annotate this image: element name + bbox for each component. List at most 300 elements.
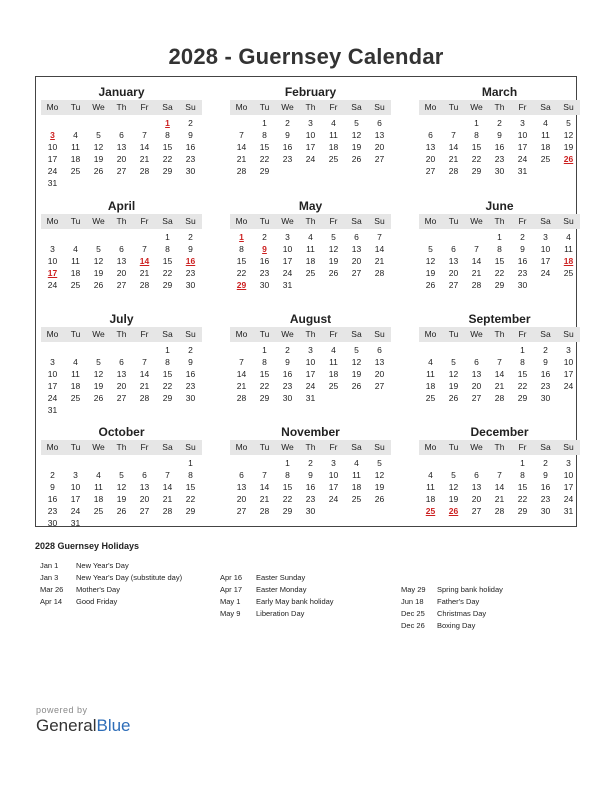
weekday-label: Mo: [424, 329, 437, 339]
weekday-header: [230, 440, 391, 455]
day-cell: 12: [563, 130, 574, 140]
day-cell: 26: [116, 506, 127, 516]
weekday-label: Mo: [235, 102, 248, 112]
brand-general: General: [36, 716, 97, 735]
day-cell: 10: [305, 357, 316, 367]
empty-day: [133, 231, 156, 243]
day-cell: 22: [259, 381, 270, 391]
day-cell: 13: [471, 482, 482, 492]
month-name: June: [485, 199, 514, 213]
weekday-label: We: [281, 216, 294, 226]
holiday-date: Dec 26: [401, 621, 425, 630]
day-cell: 2: [188, 118, 193, 128]
weekday-label: Fr: [140, 329, 149, 339]
day-cell: 31: [563, 506, 574, 516]
weekday-label: We: [92, 216, 105, 226]
weekday-label: Su: [563, 102, 574, 112]
day-cell: 20: [374, 142, 385, 152]
holiday-date: Dec 25: [401, 609, 425, 618]
day-cell: 14: [236, 369, 247, 379]
empty-day: [442, 457, 465, 469]
day-cell: 7: [142, 357, 147, 367]
empty-day: [41, 457, 64, 469]
holiday-item: [401, 596, 503, 608]
day-cell: 15: [282, 482, 293, 492]
month-august: [230, 304, 391, 406]
holiday-day-cell: 29: [236, 280, 247, 290]
weekday-label: Mo: [235, 329, 248, 339]
day-cell: 15: [162, 369, 173, 379]
day-cell: 8: [474, 130, 479, 140]
day-cell: 18: [93, 494, 104, 504]
month-july: [41, 304, 202, 415]
day-cell: 20: [116, 154, 127, 164]
day-cell: 26: [448, 393, 459, 403]
empty-day: [465, 231, 488, 243]
day-cell: 3: [566, 458, 571, 468]
month-february: [230, 77, 391, 179]
day-cell: 16: [540, 482, 551, 492]
calendar-grid: [35, 76, 577, 527]
weekday-label: We: [470, 442, 483, 452]
weekday-label: Th: [116, 102, 127, 112]
day-cell: 31: [47, 178, 58, 188]
day-cell: 9: [308, 470, 313, 480]
day-cell: 17: [47, 381, 58, 391]
holiday-column: [40, 560, 182, 608]
day-cell: 5: [331, 232, 336, 242]
month-name: July: [109, 312, 134, 326]
weekday-label: We: [281, 329, 294, 339]
day-cell: 13: [448, 256, 459, 266]
day-grid: [41, 231, 202, 291]
day-cell: 12: [328, 244, 339, 254]
day-cell: 21: [494, 494, 505, 504]
day-cell: 6: [451, 244, 456, 254]
empty-day: [253, 457, 276, 469]
brand-name: [36, 716, 131, 736]
weekday-label: Su: [563, 329, 574, 339]
day-cell: 27: [471, 506, 482, 516]
day-cell: 1: [285, 458, 290, 468]
holiday-day-cell: 18: [563, 256, 574, 266]
day-cell: 22: [162, 268, 173, 278]
weekday-label: Sa: [162, 102, 173, 112]
day-cell: 18: [70, 268, 81, 278]
day-cell: 20: [448, 268, 459, 278]
empty-day: [110, 344, 133, 356]
weekday-label: Th: [116, 216, 127, 226]
day-cell: 16: [185, 142, 196, 152]
day-cell: 16: [259, 256, 270, 266]
day-cell: 19: [93, 154, 104, 164]
day-cell: 14: [139, 369, 150, 379]
day-cell: 5: [96, 130, 101, 140]
day-cell: 19: [116, 494, 127, 504]
day-cell: 31: [282, 280, 293, 290]
day-cell: 9: [188, 130, 193, 140]
holiday-name: New Year's Day (substitute day): [76, 573, 183, 582]
empty-day: [230, 117, 253, 129]
day-cell: 22: [517, 494, 528, 504]
holiday-date: Jan 1: [40, 561, 59, 570]
holiday-day-cell: 1: [239, 232, 244, 242]
day-cell: 30: [540, 506, 551, 516]
month-name: October: [98, 425, 145, 439]
weekday-label: Mo: [46, 102, 59, 112]
day-cell: 15: [517, 369, 528, 379]
holiday-name: Boxing Day: [437, 621, 476, 630]
day-cell: 20: [116, 268, 127, 278]
day-cell: 4: [73, 357, 78, 367]
day-cell: 5: [96, 244, 101, 254]
day-cell: 15: [162, 256, 173, 266]
day-cell: 5: [354, 345, 359, 355]
weekday-label: Su: [185, 329, 196, 339]
empty-day: [133, 117, 156, 129]
day-cell: 25: [93, 506, 104, 516]
day-grid: [230, 344, 391, 404]
empty-day: [110, 457, 133, 469]
weekday-label: Tu: [70, 329, 81, 339]
weekday-label: Fr: [329, 329, 338, 339]
day-cell: 17: [328, 482, 339, 492]
weekday-label: We: [281, 102, 294, 112]
day-cell: 5: [354, 118, 359, 128]
day-cell: 28: [139, 393, 150, 403]
day-cell: 4: [331, 345, 336, 355]
day-cell: 3: [566, 345, 571, 355]
day-cell: 9: [497, 130, 502, 140]
day-cell: 29: [259, 166, 270, 176]
day-cell: 17: [563, 369, 574, 379]
day-cell: 27: [448, 280, 459, 290]
weekday-label: Sa: [351, 216, 362, 226]
day-cell: 18: [70, 154, 81, 164]
weekday-label: Tu: [448, 102, 459, 112]
day-cell: 14: [139, 142, 150, 152]
weekday-label: Fr: [329, 102, 338, 112]
day-cell: 21: [374, 256, 385, 266]
weekday-header: [230, 100, 391, 115]
day-cell: 26: [374, 494, 385, 504]
holiday-column: [401, 584, 503, 632]
weekday-label: Sa: [540, 329, 551, 339]
day-cell: 3: [50, 357, 55, 367]
day-grid: [419, 344, 580, 404]
day-cell: 19: [374, 482, 385, 492]
holiday-date: Apr 17: [220, 585, 243, 594]
day-cell: 24: [563, 494, 574, 504]
day-cell: 18: [425, 494, 436, 504]
day-cell: 25: [351, 494, 362, 504]
weekday-label: Tu: [448, 329, 459, 339]
day-cell: 16: [305, 482, 316, 492]
day-cell: 23: [494, 154, 505, 164]
day-cell: 3: [331, 458, 336, 468]
holidays-title: 2028 Guernsey Holidays: [35, 541, 140, 551]
weekday-label: We: [470, 216, 483, 226]
holiday-day-cell: 17: [47, 268, 58, 278]
day-cell: 19: [93, 381, 104, 391]
day-cell: 1: [165, 232, 170, 242]
day-cell: 21: [162, 494, 173, 504]
month-name: August: [289, 312, 332, 326]
day-cell: 17: [70, 494, 81, 504]
day-cell: 7: [142, 244, 147, 254]
day-cell: 17: [517, 142, 528, 152]
day-cell: 30: [305, 506, 316, 516]
day-cell: 29: [471, 166, 482, 176]
day-cell: 1: [188, 458, 193, 468]
day-cell: 21: [139, 154, 150, 164]
day-cell: 14: [448, 142, 459, 152]
day-cell: 13: [116, 142, 127, 152]
weekday-label: Fr: [518, 442, 527, 452]
empty-day: [419, 231, 442, 243]
day-cell: 26: [93, 166, 104, 176]
day-cell: 30: [282, 393, 293, 403]
day-grid: [230, 231, 391, 291]
day-cell: 12: [116, 482, 127, 492]
empty-day: [64, 231, 87, 243]
holiday-date: May 29: [401, 585, 426, 594]
day-grid: [230, 457, 391, 517]
weekday-header: [41, 100, 202, 115]
day-cell: 25: [328, 154, 339, 164]
day-cell: 30: [494, 166, 505, 176]
empty-day: [230, 457, 253, 469]
day-cell: 6: [474, 357, 479, 367]
empty-day: [110, 231, 133, 243]
day-cell: 12: [351, 357, 362, 367]
day-cell: 11: [329, 130, 338, 140]
day-cell: 15: [471, 142, 482, 152]
weekday-header: [230, 327, 391, 342]
day-cell: 2: [188, 232, 193, 242]
weekday-label: We: [92, 102, 105, 112]
holiday-day-cell: 1: [165, 118, 170, 128]
day-cell: 15: [236, 256, 247, 266]
month-name: February: [284, 85, 337, 99]
day-cell: 22: [162, 154, 173, 164]
weekday-header: [419, 440, 580, 455]
weekday-label: Sa: [540, 102, 551, 112]
weekday-label: Th: [305, 329, 316, 339]
weekday-label: Th: [494, 102, 505, 112]
day-cell: 21: [471, 268, 482, 278]
day-cell: 3: [520, 118, 525, 128]
day-cell: 28: [162, 506, 173, 516]
weekday-label: We: [470, 102, 483, 112]
empty-day: [87, 231, 110, 243]
day-grid: [230, 117, 391, 177]
weekday-label: Sa: [351, 102, 362, 112]
day-cell: 18: [425, 381, 436, 391]
day-cell: 23: [540, 494, 551, 504]
holiday-item: [220, 572, 334, 584]
day-cell: 20: [139, 494, 150, 504]
weekday-header: [41, 440, 202, 455]
day-cell: 1: [262, 345, 267, 355]
day-cell: 1: [520, 345, 525, 355]
day-cell: 23: [185, 381, 196, 391]
day-cell: 18: [305, 256, 316, 266]
weekday-label: Sa: [540, 442, 551, 452]
day-cell: 16: [282, 369, 293, 379]
holiday-name: Christmas Day: [437, 609, 487, 618]
weekday-label: Th: [305, 216, 316, 226]
day-cell: 19: [425, 268, 436, 278]
day-cell: 9: [285, 130, 290, 140]
month-january: [41, 77, 202, 188]
day-cell: 22: [471, 154, 482, 164]
day-cell: 16: [47, 494, 58, 504]
day-cell: 8: [285, 470, 290, 480]
day-cell: 19: [328, 256, 339, 266]
day-cell: 12: [93, 256, 104, 266]
day-cell: 5: [377, 458, 382, 468]
day-cell: 6: [119, 244, 124, 254]
day-cell: 13: [116, 369, 127, 379]
day-cell: 7: [377, 232, 382, 242]
weekday-label: Su: [374, 216, 385, 226]
day-cell: 22: [185, 494, 196, 504]
holiday-day-cell: 25: [425, 506, 436, 516]
day-grid: [41, 117, 202, 189]
weekday-label: Tu: [259, 329, 270, 339]
day-cell: 11: [306, 244, 315, 254]
weekday-label: Fr: [518, 216, 527, 226]
day-cell: 21: [139, 381, 150, 391]
day-cell: 11: [541, 130, 550, 140]
weekday-header: [419, 100, 580, 115]
empty-day: [64, 457, 87, 469]
day-cell: 4: [428, 470, 433, 480]
weekday-label: Mo: [424, 216, 437, 226]
day-cell: 17: [47, 154, 58, 164]
month-december: [419, 417, 580, 519]
weekday-label: Mo: [424, 102, 437, 112]
day-cell: 10: [563, 357, 574, 367]
holiday-day-cell: 16: [185, 256, 196, 266]
day-cell: 5: [451, 357, 456, 367]
empty-day: [465, 457, 488, 469]
weekday-label: Sa: [162, 329, 173, 339]
weekday-header: [419, 214, 580, 229]
day-cell: 13: [374, 130, 385, 140]
weekday-label: Sa: [351, 329, 362, 339]
day-cell: 19: [448, 494, 459, 504]
day-cell: 30: [185, 393, 196, 403]
day-cell: 2: [262, 232, 267, 242]
day-cell: 11: [94, 482, 103, 492]
day-cell: 14: [374, 244, 385, 254]
day-cell: 21: [259, 494, 270, 504]
day-cell: 16: [282, 142, 293, 152]
day-cell: 29: [259, 393, 270, 403]
day-cell: 2: [285, 118, 290, 128]
day-cell: 6: [239, 470, 244, 480]
day-cell: 26: [425, 280, 436, 290]
day-cell: 21: [448, 154, 459, 164]
day-cell: 8: [188, 470, 193, 480]
day-cell: 29: [517, 506, 528, 516]
day-cell: 6: [142, 470, 147, 480]
weekday-label: Th: [494, 442, 505, 452]
brand-blue: Blue: [96, 716, 131, 735]
day-cell: 7: [451, 130, 456, 140]
day-cell: 5: [96, 357, 101, 367]
day-cell: 26: [93, 393, 104, 403]
holiday-date: May 9: [220, 609, 241, 618]
month-november: [230, 417, 391, 519]
day-cell: 10: [540, 244, 551, 254]
day-cell: 30: [517, 280, 528, 290]
empty-day: [87, 457, 110, 469]
day-cell: 1: [520, 458, 525, 468]
weekday-label: Fr: [518, 329, 527, 339]
day-cell: 24: [328, 494, 339, 504]
day-cell: 15: [162, 142, 173, 152]
empty-day: [230, 344, 253, 356]
empty-day: [419, 117, 442, 129]
day-cell: 7: [239, 130, 244, 140]
day-cell: 12: [374, 470, 385, 480]
day-cell: 15: [259, 142, 270, 152]
day-cell: 28: [139, 280, 150, 290]
day-cell: 3: [50, 244, 55, 254]
weekday-label: Th: [305, 102, 316, 112]
day-cell: 4: [308, 232, 313, 242]
day-cell: 28: [374, 268, 385, 278]
day-cell: 14: [494, 369, 505, 379]
day-cell: 5: [428, 244, 433, 254]
day-cell: 17: [563, 482, 574, 492]
day-cell: 4: [428, 357, 433, 367]
day-cell: 2: [497, 118, 502, 128]
empty-day: [419, 457, 442, 469]
day-cell: 17: [305, 142, 316, 152]
day-cell: 29: [517, 393, 528, 403]
weekday-label: Su: [185, 442, 196, 452]
page-title: 2028 - Guernsey Calendar: [168, 44, 444, 69]
day-cell: 27: [116, 280, 127, 290]
weekday-label: Su: [563, 216, 574, 226]
day-cell: 13: [236, 482, 247, 492]
weekday-label: Fr: [140, 102, 149, 112]
holiday-column: [220, 572, 334, 620]
day-cell: 6: [119, 357, 124, 367]
day-cell: 30: [540, 393, 551, 403]
day-cell: 23: [305, 494, 316, 504]
day-cell: 12: [93, 142, 104, 152]
day-cell: 16: [494, 142, 505, 152]
day-cell: 1: [474, 118, 479, 128]
holiday-name: Mother's Day: [76, 585, 120, 594]
day-cell: 23: [185, 268, 196, 278]
day-cell: 18: [351, 482, 362, 492]
day-cell: 10: [47, 256, 58, 266]
weekday-label: Fr: [329, 442, 338, 452]
day-cell: 24: [70, 506, 81, 516]
holiday-name: Easter Monday: [256, 585, 307, 594]
day-cell: 14: [162, 482, 173, 492]
day-cell: 2: [308, 458, 313, 468]
day-cell: 13: [425, 142, 436, 152]
holiday-day-cell: 14: [139, 256, 150, 266]
weekday-label: Mo: [46, 442, 59, 452]
